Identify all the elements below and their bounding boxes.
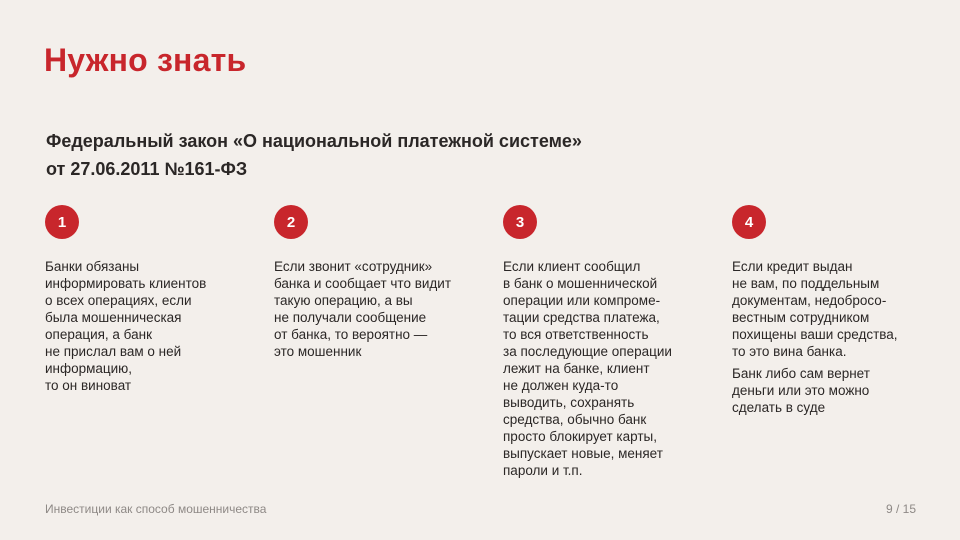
page-number: 9 / 15 [885, 502, 916, 516]
law-title-line-1: Федеральный закон «О национальной платежной системе» [46, 131, 582, 151]
law-title [46, 127, 746, 183]
point-4-text: Если кредит выдан не вам, по поддельным документам, недобросо- вестным сотрудником похищены ваши средства, то это вина банка. [732, 259, 898, 359]
point-3 [503, 205, 703, 479]
point-4-number-badge: 4 [732, 205, 766, 239]
point-2-number-badge: 2 [274, 205, 308, 239]
footer-presentation-title: Инвестиции как способ мошенничества [45, 502, 267, 516]
slide-title: Нужно знать [44, 42, 247, 78]
point-4-text-extra: Банк либо сам вернет деньги или это можно сделать в суде [732, 366, 870, 415]
point-1-number-badge: 1 [45, 205, 79, 239]
point-2 [274, 205, 474, 360]
point-3-text: Если клиент сообщил в банк о мошеннической операции или компроме- тации средства платежа, то вся ответственность за последующие операции лежит на банке, клиент не должен куда-то выводить, сохранять средства, обычно банк просто блокирует карты, выпускает новые, меняет пароли и т.п. [503, 259, 672, 478]
point-2-text: Если звонит «сотрудник» банка и сообщает что видит такую операцию, а вы не получали сообщение от банка, то вероятно — это мошенник [274, 259, 452, 359]
point-1 [45, 205, 245, 394]
point-3-number-badge: 3 [503, 205, 537, 239]
point-4 [732, 205, 932, 416]
law-title-line-2: от 27.06.2011 №161-ФЗ [46, 159, 248, 179]
point-1-text: Банки обязаны информировать клиентов о всех операциях, если была мошенническая операция, а банк не прислал вам о ней информацию, то он виноват [45, 259, 207, 393]
